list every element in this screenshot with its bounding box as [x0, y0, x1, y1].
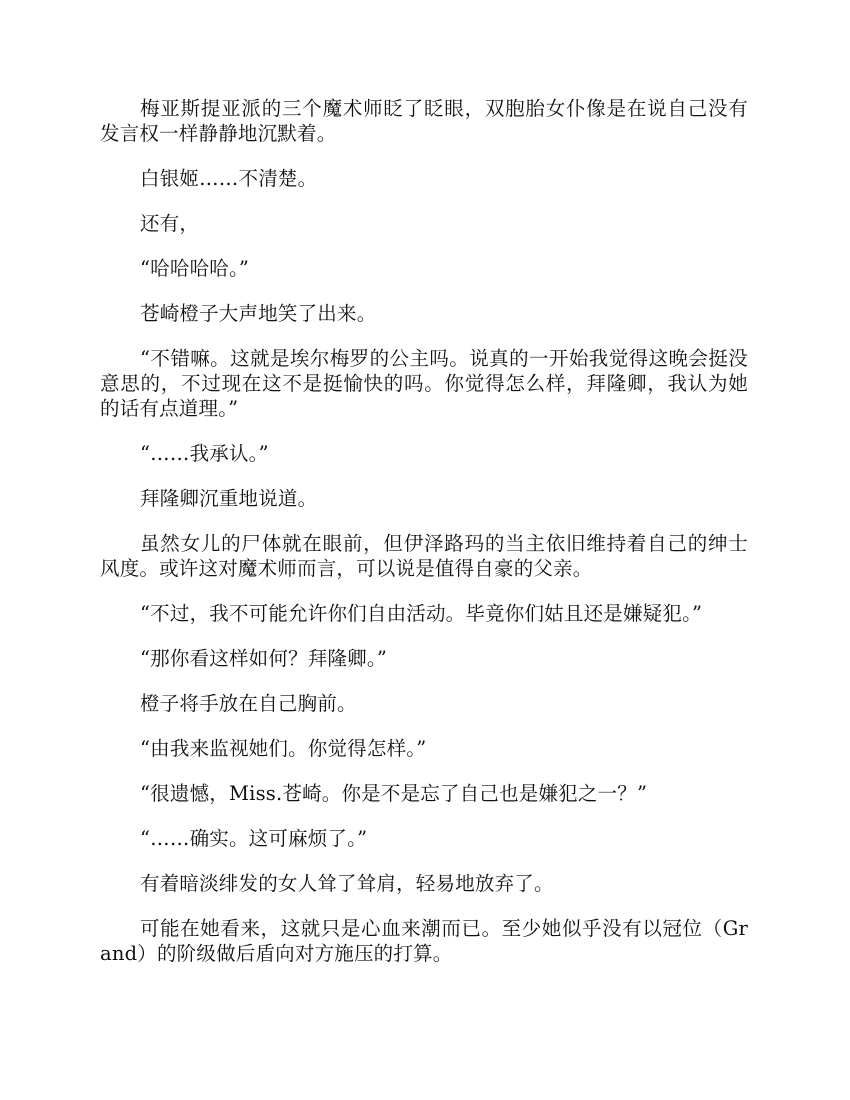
paragraph: 有着暗淡绯发的女人耸了耸肩，轻易地放弃了。	[140, 872, 554, 895]
paragraph: 拜隆卿沉重地说道。	[140, 487, 318, 510]
paragraph: “哈哈哈哈。”	[140, 257, 250, 280]
paragraph: 白银姬……不清楚。	[140, 167, 318, 190]
paragraph: 苍崎橙子大声地笑了出来。	[140, 302, 377, 325]
paragraph: “不错嘛。这就是埃尔梅罗的公主吗。说真的一开始我觉得这晚会挺没意思的，不过现在这不是挺愉快的吗。你觉得怎么样，拜隆卿，我认为她的话有点道理。”	[100, 347, 748, 420]
paragraph: 橙子将手放在自己胸前。	[140, 692, 357, 715]
paragraph: 虽然女儿的尸体就在眼前，但伊泽路玛的当主依旧维持着自己的绅士风度。或许这对魔术师而言，可以说是值得自豪的父亲。	[100, 532, 748, 580]
paragraph: 可能在她看来，这就只是心血来潮而已。至少她似乎没有以冠位（Grand）的阶级做后盾向对方施压的打算。	[100, 917, 748, 965]
paragraph: 还有，	[140, 212, 200, 235]
paragraph: “不过，我不可能允许你们自由活动。毕竟你们姑且还是嫌疑犯。”	[140, 602, 703, 625]
paragraph: “那你看这样如何？拜隆卿。”	[140, 647, 387, 670]
paragraph: “……确实。这可麻烦了。”	[140, 827, 368, 850]
paragraph: “由我来监视她们。你觉得怎样。”	[140, 737, 427, 760]
paragraph: 梅亚斯提亚派的三个魔术师眨了眨眼，双胞胎女仆像是在说自己没有发言权一样静静地沉默着。	[100, 97, 748, 145]
paragraph: “……我承认。”	[140, 442, 269, 465]
paragraph: “很遗憾，Miss.苍崎。你是不是忘了自己也是嫌犯之一？”	[140, 782, 648, 805]
document-page	[100, 96, 748, 986]
